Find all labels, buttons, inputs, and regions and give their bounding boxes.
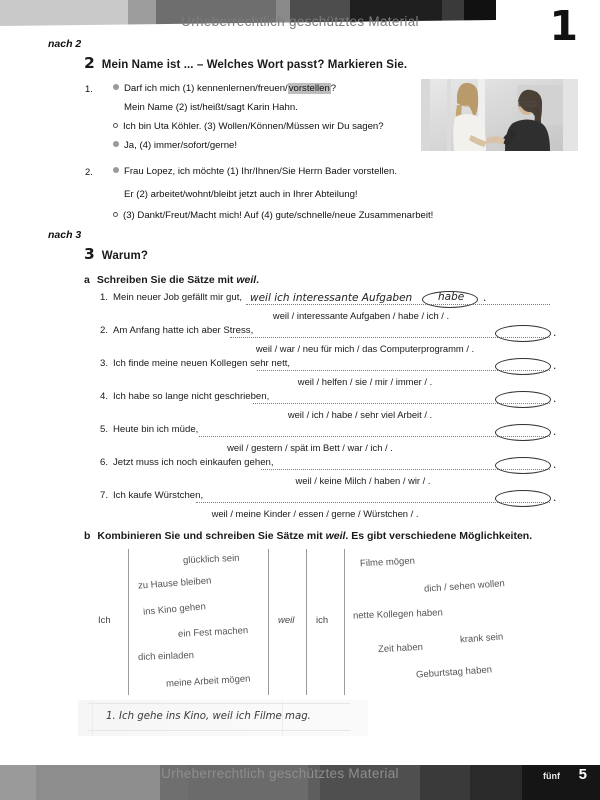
note-margin-line xyxy=(92,700,93,736)
part-b-instruction-em: weil xyxy=(325,530,346,542)
ex3a-row-1-circled-word: habe xyxy=(438,291,465,303)
ex2-item1-highlight: vorstellen xyxy=(288,83,330,94)
combination-table xyxy=(88,549,550,695)
ex3a-row-3-ellipse xyxy=(495,358,551,375)
ex2-item2-line3 xyxy=(113,210,433,221)
combo-right-option-2[interactable]: dich / sehen wollen xyxy=(423,578,506,595)
ex3a-row-5-ellipse xyxy=(495,424,551,441)
ex3a-row-7-prompt: Ich kaufe Würstchen, xyxy=(113,490,204,501)
ex3a-row-2-cue: weil / war / neu für mich / das Computerprogramm / . xyxy=(255,343,475,354)
ex2-item1-line3 xyxy=(113,121,384,132)
combo-left-option-5[interactable]: dich einladen xyxy=(137,650,195,663)
part-a-instruction-pre: Schreiben Sie die Sätze mit xyxy=(96,274,237,286)
combo-left-option-3[interactable]: ins Kino gehen xyxy=(142,601,207,618)
combo-left-option-1[interactable]: glücklich sein xyxy=(182,552,240,567)
combo-right-option-4[interactable]: krank sein xyxy=(459,631,504,646)
ex2-item1-line3-text: Ich bin Uta Köhler. (3) Wollen/Können/Müssen wir Du sagen? xyxy=(123,121,384,132)
ex3a-row-5-prompt: Heute bin ich müde, xyxy=(113,424,199,435)
ex3a-row-6-number: 6. xyxy=(100,457,109,468)
page-word: fünf xyxy=(543,771,560,781)
ex2-item2-line1-text: Frau Lopez, ich möchte (1) Ihr/Ihnen/Sie Herrn Bader vorstellen. xyxy=(124,166,398,177)
ex2-item1-index: 1. xyxy=(85,83,93,94)
ex3a-row-5-period: . xyxy=(553,426,557,438)
watermark-top: Urheberrechtlich geschütztes Material xyxy=(181,14,419,29)
part-a-instruction-post: . xyxy=(256,274,260,286)
combo-right-option-5[interactable]: Zeit haben xyxy=(377,641,424,656)
ex3a-row-2-period: . xyxy=(553,327,557,339)
exercise-3-number: 3 xyxy=(84,245,95,263)
combo-conjunction: weil xyxy=(278,615,295,626)
example-sentence: 1. Ich gehe ins Kino, weil ich Filme mag. xyxy=(106,711,311,722)
ex3a-row-6-ellipse xyxy=(495,457,551,474)
ex3a-row-7-period: . xyxy=(553,492,557,504)
ex2-item1-line2 xyxy=(124,102,298,113)
photo-image xyxy=(421,79,578,151)
ex3a-row-6-cue: weil / keine Milch / haben / wir / . xyxy=(295,475,431,486)
exercise-3-heading xyxy=(84,245,148,263)
ex3a-row-3-period: . xyxy=(553,360,557,372)
ex3a-row-4-cue: weil / ich / habe / sehr viel Arbeit / . xyxy=(287,409,433,420)
ex3a-row-5-cue: weil / gestern / spät im Bett / war / ich / . xyxy=(227,442,393,453)
speaker-bullet-open-icon xyxy=(113,212,118,217)
ex3a-row-7-cue: weil / meine Kinder / essen / gerne / Würstchen / . xyxy=(211,508,419,519)
ex3a-row-7-number: 7. xyxy=(100,490,109,501)
ex3a-row-7-ellipse xyxy=(495,490,551,507)
ex3a-row-1-period: . xyxy=(483,292,487,304)
ex2-item1-line1-pre: Darf ich mich (1) kennenlernen/freuen/ xyxy=(124,83,288,94)
exercise-3b-instruction xyxy=(84,530,532,542)
combo-right-option-3[interactable]: nette Kollegen haben xyxy=(352,607,443,622)
ex3a-row-1-handwritten-answer: weil ich interessante Aufgaben xyxy=(250,292,413,304)
exercise-3a-instruction xyxy=(84,274,259,286)
ex2-item2-index: 2. xyxy=(85,166,93,177)
exercise-3-title: Warum? xyxy=(101,250,148,262)
combo-divider-4 xyxy=(344,549,345,695)
part-b-instruction-post: . Es gibt verschiedene Möglichkeiten. xyxy=(345,530,533,542)
note-rule-bottom xyxy=(88,730,350,731)
combo-divider-3 xyxy=(306,549,307,695)
ex2-item1-line4-text: Ja, (4) immer/sofort/gerne! xyxy=(124,140,238,151)
exercise-2-heading xyxy=(84,54,407,72)
ex2-item2-line3-text: (3) Dankt/Freut/Macht mich! Auf (4) gute/schnelle/neue Zusammenarbeit! xyxy=(123,210,434,221)
speaker-bullet-open-icon xyxy=(113,123,118,128)
ex3a-row-6-prompt: Jetzt muss ich noch einkaufen gehen, xyxy=(113,457,274,468)
ex3a-row-1-answer-line[interactable] xyxy=(246,304,550,305)
ex2-item2-line2 xyxy=(124,189,358,200)
ex2-item1-line2-text: Mein Name (2) ist/heißt/sagt Karin Hahn. xyxy=(124,102,298,113)
reference-nach-3: nach 3 xyxy=(48,229,82,241)
example-note xyxy=(78,700,368,736)
combo-divider-2 xyxy=(268,549,269,695)
ex3a-row-3-number: 3. xyxy=(100,358,109,369)
ex3a-row-3-prompt: Ich finde meine neuen Kollegen sehr nett, xyxy=(113,358,291,369)
page-number: 5 xyxy=(578,766,587,783)
combo-subject: Ich xyxy=(98,615,111,626)
ex2-item1-line1 xyxy=(85,83,337,94)
chapter-number: 1 xyxy=(549,2,578,50)
part-a-letter: a xyxy=(84,274,90,286)
part-b-letter: b xyxy=(84,530,91,542)
ex3a-row-1-cue: weil / interessante Aufgaben / habe / ich / . xyxy=(272,310,450,321)
ex3a-row-5-number: 5. xyxy=(100,424,109,435)
combo-divider-1 xyxy=(128,549,129,695)
watermark-bottom: Urheberrechtlich geschütztes Material xyxy=(161,766,399,781)
ex3a-row-2-number: 2. xyxy=(100,325,109,336)
ex3a-row-4-period: . xyxy=(553,393,557,405)
photo-two-women xyxy=(421,79,578,151)
ex3a-row-6-period: . xyxy=(553,459,557,471)
combo-left-option-6[interactable]: meine Arbeit mögen xyxy=(165,673,251,690)
reference-nach-2: nach 2 xyxy=(48,38,82,50)
exercise-2-title: Mein Name ist ... – Welches Wort passt? Markieren Sie. xyxy=(101,59,408,71)
combo-right-option-1[interactable]: Filme mögen xyxy=(359,555,416,570)
combo-pronoun: ich xyxy=(316,615,329,626)
part-a-instruction-em: weil xyxy=(236,274,257,286)
ex2-item2-line1 xyxy=(85,166,398,177)
combo-right-option-6[interactable]: Geburtstag haben xyxy=(415,664,493,681)
ex3a-row-3-cue: weil / helfen / sie / mir / immer / . xyxy=(297,376,433,387)
ex3a-row-1-number: 1. xyxy=(100,292,109,303)
combo-left-option-4[interactable]: ein Fest machen xyxy=(177,625,249,640)
part-b-instruction-pre: Kombinieren Sie und schreiben Sie Sätze mit xyxy=(97,530,326,542)
ex3a-row-2-ellipse xyxy=(495,325,551,342)
note-rule-top xyxy=(88,703,350,704)
combo-left-option-2[interactable]: zu Hause bleiben xyxy=(137,575,212,592)
exercise-2-number: 2 xyxy=(84,54,95,72)
part-a-instruction-text xyxy=(97,274,259,286)
ex2-item1-line4 xyxy=(113,140,237,151)
ex3a-row-2-prompt: Am Anfang hatte ich aber Stress, xyxy=(113,325,254,336)
ex3a-row-4-number: 4. xyxy=(100,391,109,402)
ex3a-row-4-ellipse xyxy=(495,391,551,408)
ex3a-row-1-prompt: Mein neuer Job gefällt mir gut, xyxy=(113,292,243,303)
ex2-item1-line1-post: ? xyxy=(330,83,337,94)
ex3a-row-4-prompt: Ich habe so lange nicht geschrieben, xyxy=(113,391,270,402)
ex2-item2-line2-text: Er (2) arbeitet/wohnt/bleibt jetzt auch in Ihrer Abteilung! xyxy=(124,189,358,200)
speaker-bullet-filled-icon xyxy=(113,84,119,90)
speaker-bullet-filled-icon xyxy=(113,141,119,147)
speaker-bullet-filled-icon xyxy=(113,167,119,173)
part-b-instruction-text xyxy=(97,530,532,542)
